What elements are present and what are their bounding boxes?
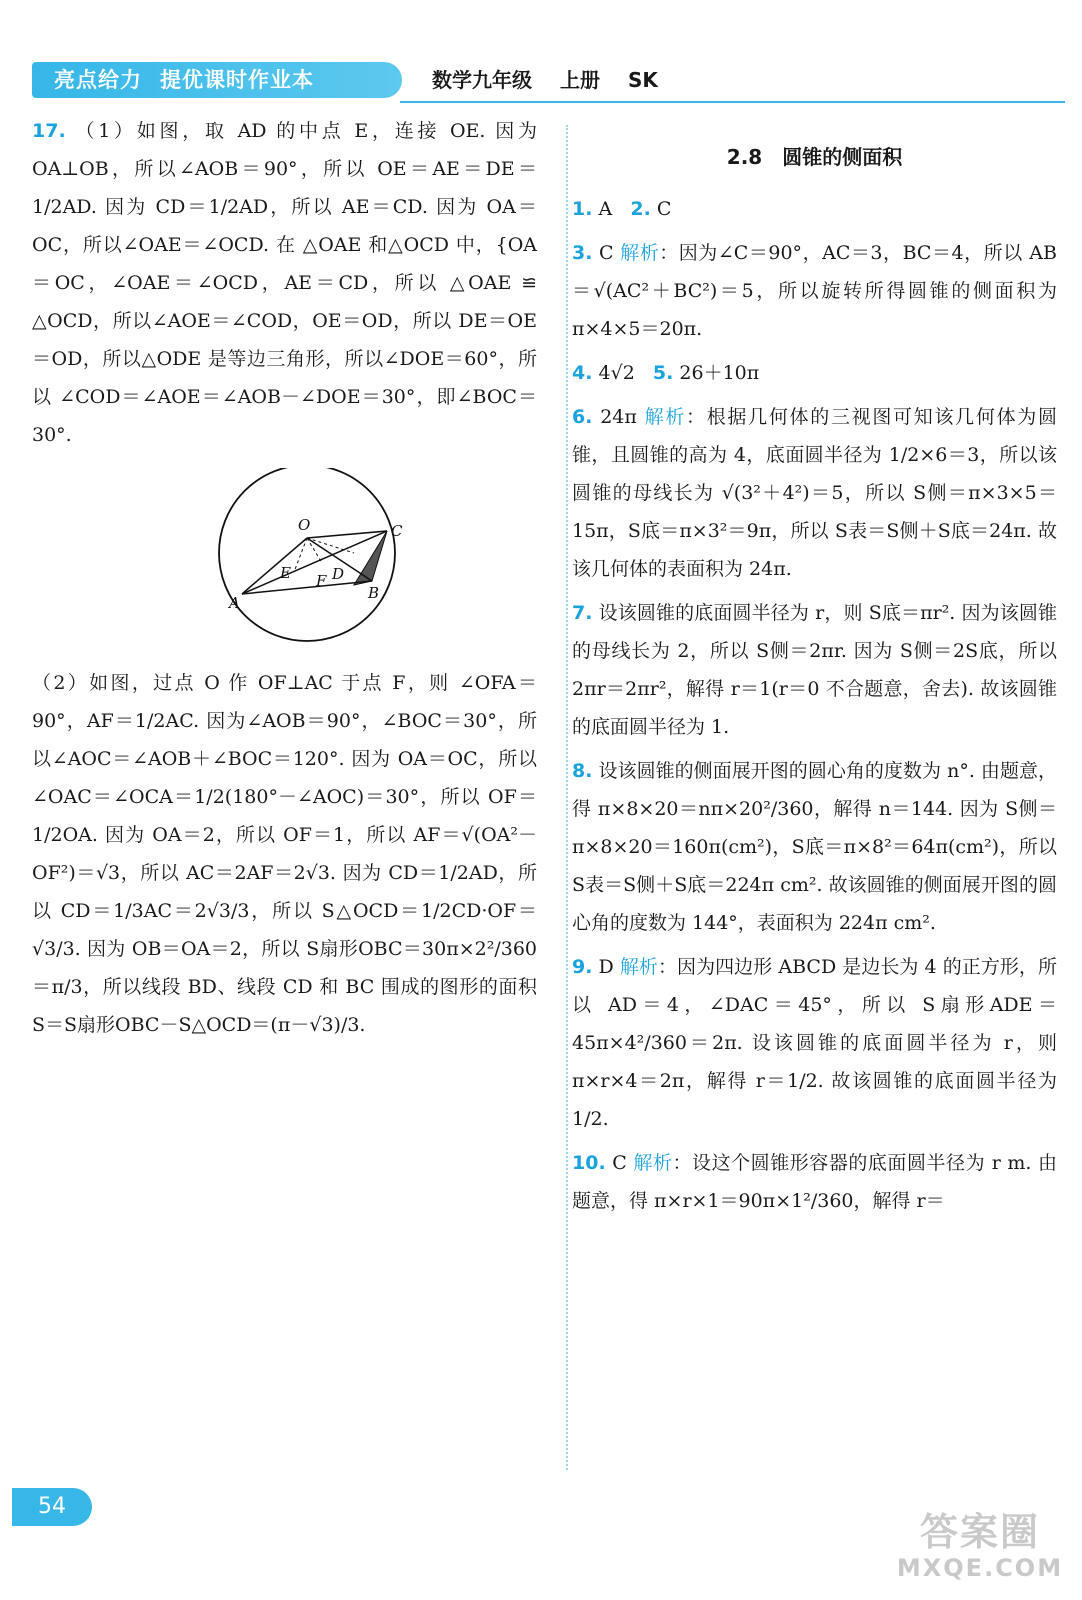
- column-divider: [566, 125, 568, 1470]
- question-number: 8.: [572, 760, 593, 782]
- question-number: 10.: [572, 1152, 606, 1174]
- question-number: 3.: [572, 242, 593, 264]
- answer-choice: D: [598, 956, 614, 978]
- question-number: 7.: [572, 602, 593, 624]
- explanation-text: ：因为∠C＝90°，AC＝3，BC＝4，所以 AB＝√(AC²＋BC²)＝5，所以旋转所得圆锥的侧面积为 π×4×5＝20π.: [572, 242, 1057, 340]
- explanation-text: 设该圆锥的侧面展开图的圆心角的度数为 n°. 由题意，得 π×8×20＝nπ×20²/360，解得 n＝144. 因为 S侧＝π×8×20＝160π(cm²)，S底＝π×8²＝64π(cm²)，所以 S表＝S侧＋S底＝224π cm². 故该圆锥的侧面展开图的圆心角的度数为 144°，表面积为 224π cm².: [572, 760, 1058, 934]
- answer-item: [572, 752, 1057, 942]
- question-number: 6.: [572, 406, 593, 428]
- point-label-b: B: [368, 584, 380, 602]
- watermark-title: 答案圈: [919, 1510, 1040, 1554]
- question-number: 9.: [572, 956, 593, 978]
- point-label-f: F: [316, 572, 327, 590]
- question-number: 5.: [652, 362, 674, 384]
- answer-item: [572, 948, 1057, 1138]
- explanation-label: 解析: [619, 956, 658, 978]
- brand-name: 亮点给力: [54, 68, 142, 92]
- point-label-d: D: [332, 565, 345, 583]
- answer-choice: 26＋10π: [679, 362, 760, 384]
- subject-label: 数学九年级: [432, 68, 532, 92]
- left-column: [32, 112, 537, 1044]
- question-17-part1: [32, 112, 537, 454]
- explanation-text: 设该圆锥的底面圆半径为 r，则 S底＝πr². 因为该圆锥的母线长为 2，所以 S侧＝2πr. 因为 S侧＝2S底，所以 2πr＝2πr²，解得 r＝1(r＝0 不合题意，舍去). 故该圆锥的底面圆半径为 1.: [572, 602, 1057, 738]
- header-rule: [400, 101, 1065, 103]
- watermark-url: MXQE.COM: [896, 1554, 1064, 1582]
- circle-geometry-figure: [32, 468, 537, 643]
- explanation-text: ：设这个圆锥形容器的底面圆半径为 r m. 由题意，得 π×r×1＝90π×1²/360，解得 r＝: [572, 1152, 1058, 1212]
- explanation-text: ：因为四边形 ABCD 是边长为 4 的正方形，所以 AD＝4，∠DAC＝45°，所以 S扇形ADE＝45π×4²/360＝2π. 设该圆锥的底面圆半径为 r，则 π×r×4＝2π，解得 r＝1/2. 故该圆锥的底面圆半径为 1/2.: [572, 956, 1057, 1130]
- explanation-label: 解析: [633, 1152, 673, 1174]
- answer-item: [572, 594, 1057, 746]
- page-header: [0, 0, 1082, 104]
- edition-label: SK: [628, 68, 658, 92]
- section-title: 2.8 圆锥的侧面积: [726, 145, 903, 169]
- book-brand-banner: [32, 62, 402, 98]
- page-number: 54: [12, 1488, 92, 1526]
- brand-subtitle: 提优课时作业本: [160, 68, 314, 92]
- answer-item: [572, 1144, 1057, 1220]
- answer-choice: C: [599, 242, 614, 264]
- answer-item: [572, 398, 1057, 588]
- answer-choice: C: [656, 198, 672, 220]
- point-label-c: C: [391, 522, 403, 540]
- point-label-e: E: [280, 564, 291, 582]
- explanation-label: 解析: [644, 406, 687, 428]
- explanation-label: 解析: [620, 242, 660, 264]
- answer-choice: C: [612, 1152, 627, 1174]
- point-label-o: O: [298, 516, 311, 534]
- right-column: [572, 138, 1057, 1226]
- question-17-part2: （2）如图，过点 O 作 OF⊥AC 于点 F，则 ∠OFA＝90°，AF＝1/2AC. 因为∠AOB＝90°，∠BOC＝30°，所以∠AOC＝∠AOB＋∠BOC＝120°. 因为 OA＝OC，所以∠OAC＝∠OCA＝1/2(180°－∠AOC)＝30°，所以 OF＝1/2OA. 因为 OA＝2，所以 OF＝1，所以 AF＝√(OA²－OF²)＝√3，所以 AC＝2AF＝2√3. 因为 CD＝1/2AD，所以 CD＝1/3AC＝2√3/3，所以 S△OCD＝1/2CD·OF＝√3/3. 因为 OB＝OA＝2，所以 S扇形OBC＝30π×2²/360＝π/3，所以线段 BD、线段 CD 和 BC 围成的图形的面积 S＝S扇形OBC－S△OCD＝(π－√3)/3.: [32, 672, 537, 1036]
- question-number: 2.: [630, 198, 651, 220]
- answer-text: （1）如图，取 AD 的中点 E，连接 OE. 因为 OA⊥OB，所以∠AOB＝90°，所以 OE＝AE＝DE＝1/2AD. 因为 CD＝1/2AD，所以 AE＝CD. 因为 OA＝OC，所以∠OAE＝∠OCD. 在 △OAE 和△OCD 中，{OA＝OC，∠OAE＝∠OCD，AE＝CD，所以 △OAE ≌ △OCD，所以∠AOE＝∠COD，OE＝OD，所以 DE＝OE＝OD，所以△ODE 是等边三角形，所以∠DOE＝60°，所以 ∠COD＝∠AOE＝∠AOB－∠DOE＝30°，即∠BOC＝30°.: [32, 120, 537, 446]
- answer-choice: 4√2: [598, 362, 635, 384]
- question-number: 4.: [572, 362, 593, 384]
- book-info: [432, 64, 686, 93]
- answer-choice: 24π: [600, 406, 637, 428]
- answer-choice: A: [598, 198, 613, 220]
- volume-label: 上册: [560, 68, 600, 92]
- site-watermark: [890, 1510, 1070, 1590]
- question-number: 1.: [572, 198, 593, 220]
- answer-item: [572, 234, 1057, 348]
- point-label-a: A: [229, 594, 240, 612]
- answer-item: [572, 354, 1057, 392]
- explanation-text: ：根据几何体的三视图可知该几何体为圆锥，且圆锥的高为 4，底面圆半径为 1/2×6＝3，所以该圆锥的母线长为 √(3²＋4²)＝5，所以 S侧＝π×3×5＝15π，S底＝π×3²＝9π，所以 S表＝S侧＋S底＝24π. 故该几何体的表面积为 24π.: [572, 406, 1057, 580]
- answer-item: [572, 190, 1057, 228]
- question-number: 17.: [32, 120, 66, 142]
